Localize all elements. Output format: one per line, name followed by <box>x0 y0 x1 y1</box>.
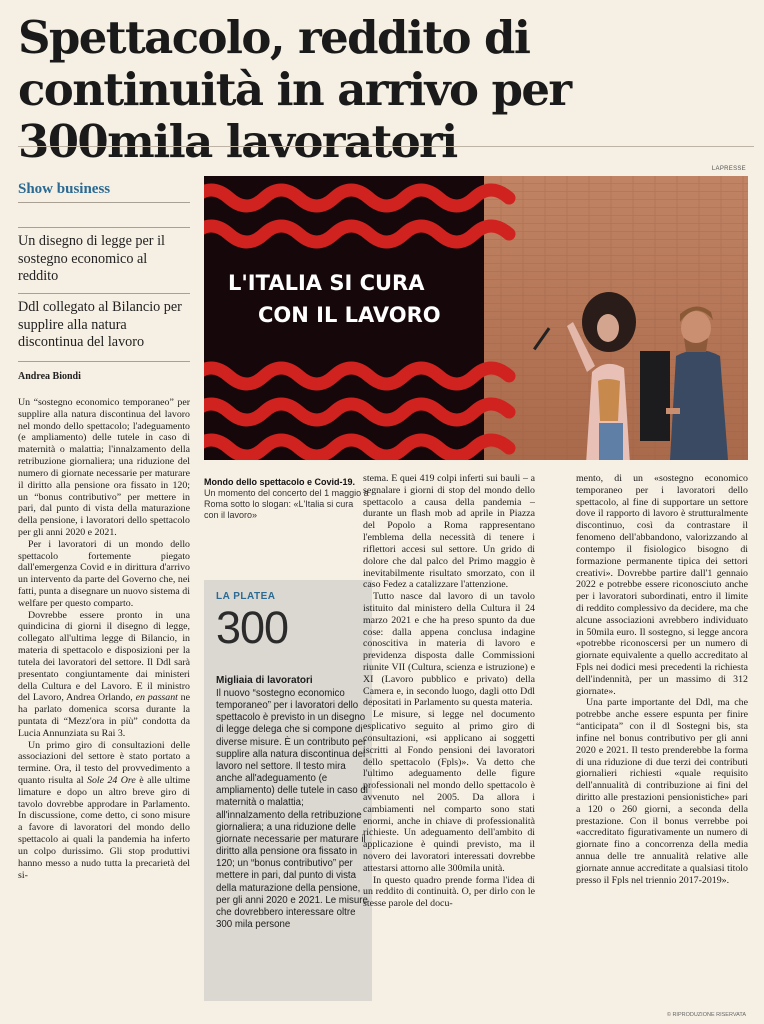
article-paragraph: Un primo giro di consultazioni delle associazioni del settore è stato portato a termine. Ora, il testo del provvedimento a quanto risulta al Sole 24 Ore è alle ultime limature e dopo un altro breve giro di tavolo dovrebbe approdare in Parlamento. In discussione, come detto, ci sono misure a favore di lavoratori del mondo dello spettacolo ai quali la pandemia ha inferto un colpo durissimo. Gli stop produttivi hanno messo a nudo tutta la precarietà del si- <box>18 739 191 881</box>
copyright-notice: © RIPRODUZIONE RISERVATA <box>666 1012 746 1018</box>
screen-slogan-line2: CON IL LAVORO <box>258 303 441 327</box>
article-paragraph: Le misure, si legge nel documento esplicativo seguito al primo giro di consultazioni, «si applicano ai soggetti iscritti al Fondo pensioni dei lavoratori dello spettacolo (Fpls)». Va detto che l'ultimo adeguamento delle figure professionali nel mondo dello spettacolo è avvenuto nel 2005. Da allora i cambiamenti nel comparto sono stati enormi, anche in chiave di professionalità richieste. Un adeguamento dell'ambito di applicazione è quindi previsto, ma il novero dei lavoratori interessati dovrebbe attestarsi attorno alle 300mila unità. <box>363 709 535 874</box>
article-column-1 <box>18 397 190 881</box>
deck-summary-1: Un disegno di legge per il sostegno economico al reddito <box>18 233 165 284</box>
article-paragraph: mento, di un «sostegno economico temporaneo per i lavoratori dello spettacolo, al fine di supportare un settore dove il rapporto di lavoro è strutturalmente discontinuo, così da contrastare il fenomeno dell'abbandono, valorizzando al contempo il fisiologico bisogno di formazione permanente tipica dei settori creativi». Dovrebbe partire dall'1 gennaio 2022 e potrebbe essere riconosciuto anche per i lavoratori subordinati, entro il limite di reddito complessivo da decidere, ma che alcune associazioni avrebbero individuato in 50mila euro. Il sostegno, si legge ancora «potrebbe riconoscersi per un numero di giornate equivalente a quello accreditato al Fpls nei dodici mesi precedenti la richiesta dell'indennità, per un massimo di 312 giornate». <box>576 473 748 697</box>
infobox-text: Il nuovo “sostegno economico temporaneo” per i lavoratori dello spettacolo è previsto in un disegno di legge delega che si compone di diverse misure. È un contributo per supplire alla natura discontinua del lavoro nel settore. Il testo mira anche all'adeguamento (e ampliamento) delle tutele in caso di maternità o malattia; all'innalzamento della retribuzione giornaliera; a una riduzione delle giornate necessarie per maturare il diritto alla pensione ora fissato in 120; un “bonus contributivo” per mettere in pari, dal punto di vista della maturazione della pensione, per gli anni 2020 e 2021. Le misure che dovrebbero interessare oltre 300 mila persone <box>216 688 368 930</box>
article-paragraph: Per i lavoratori di un mondo dello spettacolo fortemente piegato dall'emergenza Covid e in dirittura d'arrivo un intervento da parte del Governo che, nei fatti, punta a disegnare un nuovo sistema di welfare per questo comparto. <box>18 538 190 609</box>
screen-slogan-line1: L'ITALIA SI CURA <box>228 271 425 295</box>
byline-author: Andrea Biondi <box>18 371 81 382</box>
article-column-2 <box>363 473 535 910</box>
sidebar-divider <box>18 227 190 228</box>
photo-credit: LAPRESSE <box>711 166 746 172</box>
article-paragraph: Dovrebbe essere pronto in una quindicina di giorni il disegno di legge, collegato all'ultima legge di Bilancio, in materia di spettacolo e disposizioni per la tutela dei lavoratori del settore. Il Ddl sarà presentato congiuntamente dai ministeri della Cultura e del Lavoro. E il ministro del Lavoro, Andrea Orlando, en passant ne ha parlato domenica scorsa durante la puntata di “Mezz'ora in più” condotta da Lucia Annunziata su Rai 3. <box>18 609 190 739</box>
infobox-number: 300 <box>216 602 289 653</box>
deck-summary-2: Ddl collegato al Bilancio per supplire alla natura discontinua del lavoro <box>18 299 182 350</box>
infobox-title: LA PLATEA <box>216 591 276 602</box>
article-paragraph: In questo quadro prende forma l'idea di un reddito di continuità. O, per dirlo con le stesse parole del docu- <box>363 874 535 910</box>
headline: Spettacolo, reddito di continuità in arrivo per 300mila lavoratori <box>18 11 571 168</box>
sidebar-divider <box>18 293 190 294</box>
section-kicker: Show business <box>18 181 111 197</box>
article-paragraph: Un “sostegno economico temporaneo” per supplire alla natura discontinua del lavoro nel mondo dello spettacolo; l'adeguamento (e ampliamento) delle tutele in caso di maternità o malattia; l'innalzamento della retribuzione giornaliera; una riduzione del numero di giornate necessarie per maturare il diritto alla pensione ora fissato in 120; un “bonus contributivo” per mettere in pari, dal punto di vista della maturazione della pensione, i lavoratori dello spettacolo per gli anni 2020 e 2021. <box>18 397 190 538</box>
concert-photo <box>204 176 748 460</box>
caption-text: Un momento del concerto del 1 maggio a Roma sotto lo slogan: «L'Italia si cura con il lavoro» <box>204 488 369 520</box>
infobox-subtitle: Migliaia di lavoratori <box>216 675 313 686</box>
newspaper-name: Sole 24 Ore <box>87 775 136 786</box>
sidebar-divider <box>18 202 190 203</box>
italic-phrase: en passant <box>135 692 178 704</box>
photo-caption <box>204 477 370 521</box>
headline-divider <box>18 146 754 147</box>
article-paragraph: Tutto nasce dal lavoro di un tavolo istituito dal ministero della Cultura il 24 marzo 2021 e che ha preso spunto da due cose: dalla appena conclusa indagine conoscitiva in materia di lavoro e previdenza disposta dalle Commissioni riunite VII (Cultura, scienza e istruzione) e XI (Lavoro pubblico e privato) della Camera e, in secondo luogo, dagli otto Ddl depositati in Parlamento su questa materia. <box>363 591 535 709</box>
platea-infobox <box>204 580 372 1001</box>
article-paragraph: Una parte importante del Ddl, ma che potrebbe anche essere espunta per finire “anticipata” con il dl Sostegni bis, sta infine nel bonus contributivo per gli anni 2020 e 2021. Il testo prenderebbe la forma di una riduzione di due terzi dei contributi giornalieri richiesti «quale requisito dell'annualità di contribuzione ai fini del diritto alle prestazioni pensionistiche» pari a 120 o 260 giorni, a seconda della prestazione. Con il bonus verrebbe poi «accreditato figurativamente un numero di giornate fino a concorrenza della media annua delle tre annualità relative alle giornate annue accreditate a qualsiasi titolo presso il Fpls nel triennio 2017-2019». <box>576 697 748 886</box>
caption-lead: Mondo dello spettacolo e Covid-19. <box>204 477 356 487</box>
article-column-3 <box>576 473 748 886</box>
article-paragraph: stema. E quei 419 colpi inferti sui bauli – a segnalare i giorni di stop del mondo dello spettacolo a causa della pandemia – durante un flash mob ad aprile in Piazza del Popolo a Roma rappresentano l'emblema della necessità di tenere i riflettori accesi sul settore. Un grido di dolore che dal palco del Primo maggio è inevitabilmente risultato smorzato, con il caso Fedez a catalizzare l'attenzione. <box>363 473 535 591</box>
sidebar-divider <box>18 361 190 362</box>
concert-photo-illustration <box>204 176 748 460</box>
